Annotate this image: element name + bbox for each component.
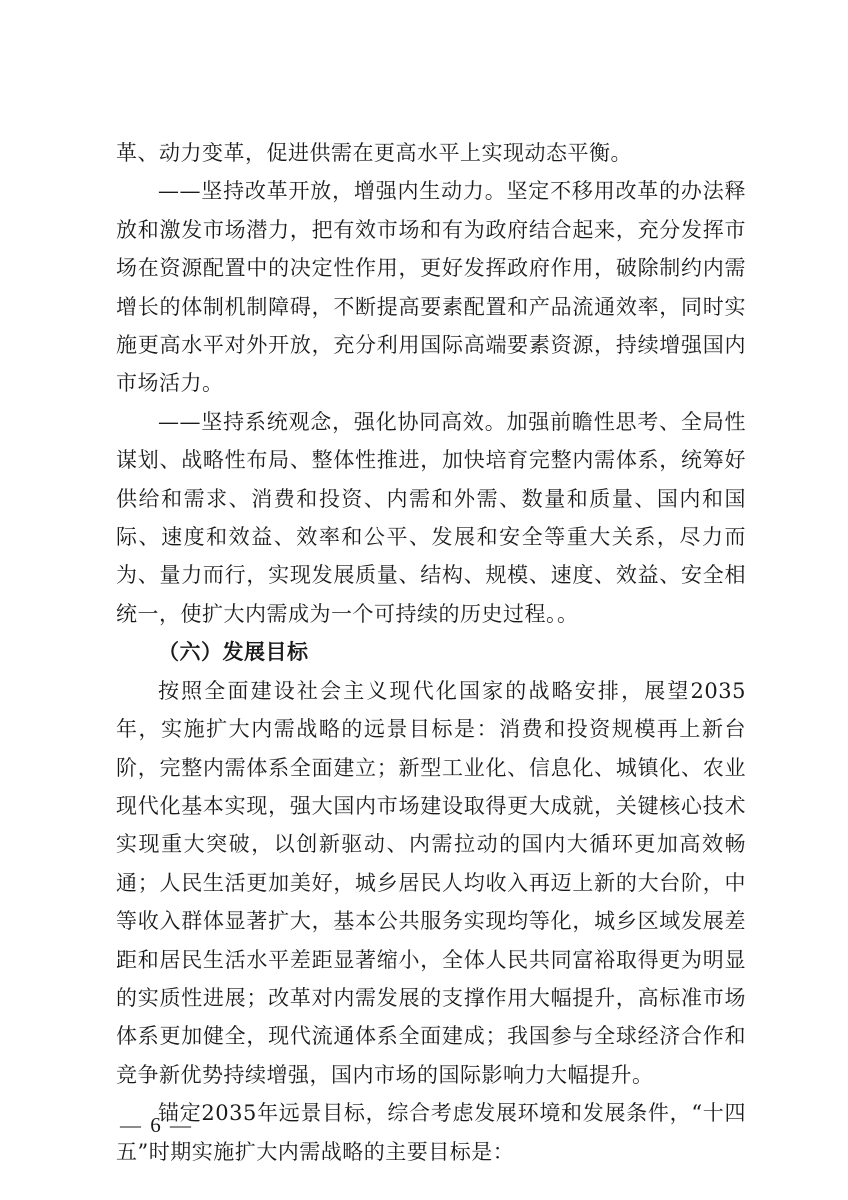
page-number: — 6 — xyxy=(120,1113,193,1137)
paragraph-continuation: 革、动力变革，促进供需在更高水平上实现动态平衡。 xyxy=(116,141,632,165)
paragraph-systems-thinking: ——坚持系统观念，强化协同高效。加强前瞻性思考、全局性谋划、战略性布局、整体性推进，加快培育完整内需体系，统筹好供给和需求、消费和投资、内需和外需、数量和质量、国内和国际、速度和效益、效率和公平、发展和安全等重大关系，尽力而为、量力而行，实现发展质量、结构、规模、速度、效益、安全相统一，使扩大内需成为一个可持续的历史过程。。 xyxy=(116,409,746,626)
document-page xyxy=(116,134,746,1171)
paragraph-long-term-goals: 按照全面建设社会主义现代化国家的战略安排，展望2035年，实施扩大内需战略的远景目标是：消费和投资规模再上新台阶，完整内需体系全面建立；新型工业化、信息化、城镇化、农业现代化基本实现，强大国内市场建设取得更大成就，关键核心技术实现重大突破，以创新驱动、内需拉动的国内大循环更加高效畅通；人民生活更加美好，城乡居民人均收入再迈上新的大台阶，中等收入群体显著扩大，基本公共服务实现均等化，城乡区域发展差距和居民生活水平差距显著缩小，全体人民共同富裕取得更为明显的实质性进展；改革对内需发展的支撑作用大幅提升，高标准市场体系更加健全，现代流通体系全面建成；我国参与全球经济合作和竞争新优势持续增强，国内市场的国际影响力大幅提升。 xyxy=(116,678,746,1087)
section-heading: （六）发展目标 xyxy=(158,639,309,665)
paragraph-reform-opening: ——坚持改革开放，增强内生动力。坚定不移用改革的办法释放和激发市场潜力，把有效市场和有为政府结合起来，充分发挥市场在资源配置中的决定性作用，更好发挥政府作用，破除制约内需增长的体制机制障碍，不断提高要素配置和产品流通效率，同时实施更高水平对外开放，充分利用国际高端要素资源，持续增强国内市场活力。 xyxy=(116,179,746,396)
paragraph-main-goals: 锚定2035年远景目标，综合考虑发展环境和发展条件，“十四五”时期实施扩大内需战略的主要目标是： xyxy=(116,1101,746,1164)
